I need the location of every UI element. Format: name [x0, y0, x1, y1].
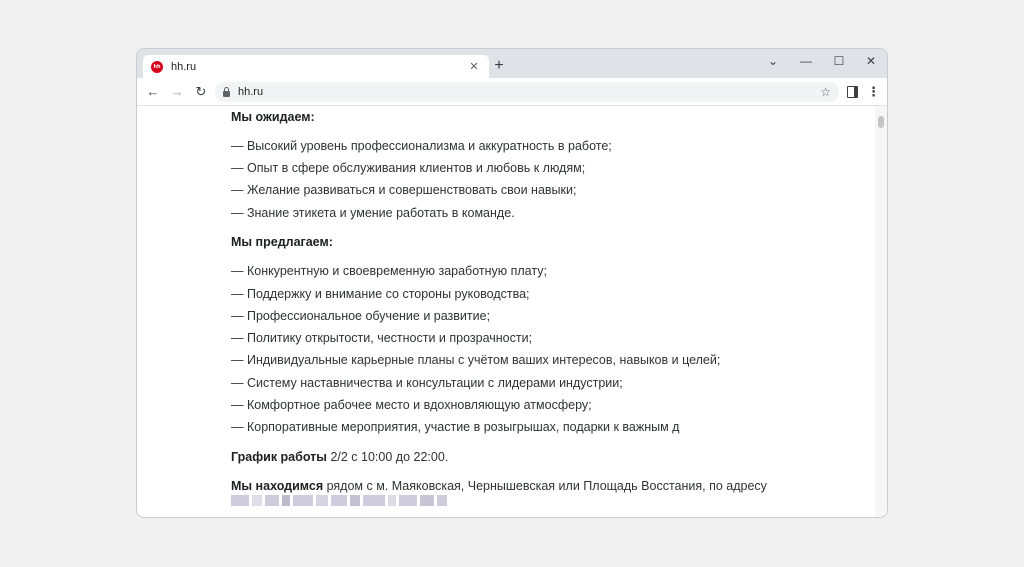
- schedule-paragraph: [231, 450, 448, 464]
- forward-button[interactable]: →: [170, 84, 184, 99]
- maximize-button[interactable]: ☐: [833, 54, 845, 68]
- schedule-value: 2/2 с 10:00 до 22:00.: [326, 450, 449, 464]
- side-panel-icon[interactable]: [847, 86, 858, 98]
- tab-hh[interactable]: [143, 55, 489, 78]
- list-item: — Знание этикета и умение работать в команде.: [231, 206, 515, 220]
- hh-favicon-icon: hh: [151, 61, 163, 73]
- tab-strip: [137, 49, 887, 78]
- close-window-button[interactable]: ✕: [865, 54, 877, 68]
- tab-close-icon[interactable]: ✕: [469, 61, 479, 73]
- menu-icon[interactable]: ⋮: [867, 84, 880, 99]
- list-item: — Политику открытости, честности и прозрачности;: [231, 331, 533, 345]
- address-bar[interactable]: [215, 82, 839, 102]
- tab-search-icon[interactable]: ⌄: [767, 54, 779, 68]
- bookmark-star-icon[interactable]: ☆: [820, 85, 831, 99]
- back-button[interactable]: ←: [146, 84, 160, 99]
- new-tab-button[interactable]: +: [494, 57, 504, 74]
- reload-button[interactable]: ↻: [195, 84, 207, 99]
- minimize-button[interactable]: —: [800, 54, 812, 68]
- url-text[interactable]: hh.ru: [238, 86, 264, 98]
- schedule-label: График работы: [231, 450, 327, 464]
- list-item: — Систему наставничества и консультации с лидерами индустрии;: [231, 376, 623, 390]
- browser-window: [136, 48, 888, 518]
- browser-toolbar: [137, 78, 887, 106]
- lock-icon[interactable]: [223, 91, 230, 97]
- location-value: рядом с м. Маяковская, Чернышевская или Площадь Восстания, по адресу: [323, 479, 767, 493]
- vertical-scrollbar[interactable]: [875, 106, 887, 517]
- location-label: Мы находимся: [231, 479, 324, 493]
- list-item: — Профессиональное обучение и развитие;: [231, 309, 491, 323]
- location-paragraph: [231, 479, 767, 493]
- list-item: — Корпоративные мероприятия, участие в розыгрышах, подарки к важным д: [231, 420, 680, 434]
- list-item: — Конкурентную и своевременную заработную плату;: [231, 264, 547, 278]
- list-item: — Желание развиваться и совершенствовать свои навыки;: [231, 183, 577, 197]
- list-item: — Опыт в сфере обслуживания клиентов и любовь к людям;: [231, 161, 586, 175]
- blurred-address: [231, 495, 447, 506]
- scrollbar-thumb[interactable]: [878, 116, 884, 128]
- list-item: — Высокий уровень профессионализма и аккуратность в работе;: [231, 139, 612, 153]
- page-viewport: [137, 106, 887, 517]
- list-item: — Поддержку и внимание со стороны руководства;: [231, 287, 530, 301]
- offer-heading: Мы предлагаем:: [231, 235, 333, 249]
- list-item: — Комфортное рабочее место и вдохновляющую атмосферу;: [231, 398, 592, 412]
- tab-title: hh.ru: [171, 60, 197, 73]
- expect-heading: Мы ожидаем:: [231, 110, 315, 124]
- list-item: — Индивидуальные карьерные планы с учётом ваших интересов, навыков и целей;: [231, 353, 721, 367]
